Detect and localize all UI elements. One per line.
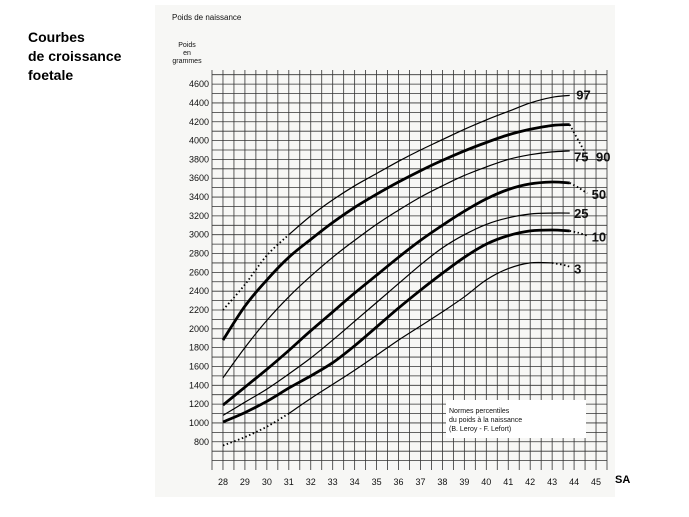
x-tick-label: 36 xyxy=(393,477,404,487)
y-tick-label: 1000 xyxy=(188,417,209,428)
x-tick-label: 44 xyxy=(569,477,580,487)
slide-title-line-1: Courbes xyxy=(28,29,85,45)
y-tick-label: 4000 xyxy=(188,135,209,146)
y-tick-label: 2000 xyxy=(188,323,209,334)
legend-line-2: du poids à la naissance xyxy=(449,417,523,424)
y-tick-label: 1600 xyxy=(188,361,209,372)
y-tick-label: 1800 xyxy=(188,342,209,353)
x-tick-label: 28 xyxy=(217,477,228,487)
x-tick-label: 38 xyxy=(437,477,448,487)
slide-title-line-2: de croissance xyxy=(28,48,122,64)
x-tick-label: 35 xyxy=(371,477,382,487)
y-tick-label: 3400 xyxy=(188,192,209,203)
x-tick-label: 39 xyxy=(459,477,470,487)
y-tick-label: 2800 xyxy=(188,248,209,259)
y-tick-label: 4400 xyxy=(188,97,209,108)
y-tick-label: 4600 xyxy=(188,79,209,90)
x-tick-label: 41 xyxy=(503,477,514,487)
y-tick-label: 2600 xyxy=(188,267,209,278)
y-tick-label: 800 xyxy=(193,436,209,447)
x-tick-label: 42 xyxy=(525,477,536,487)
percentile-50-label: 50 xyxy=(591,187,607,203)
y-tick-label: 3800 xyxy=(188,154,209,165)
y-tick-label: 2200 xyxy=(188,305,209,315)
percentile-75-label: 75 xyxy=(574,149,589,165)
y-tick-label: 1200 xyxy=(188,399,209,410)
y-tick-label: 3600 xyxy=(188,173,209,184)
x-tick-label: 32 xyxy=(305,477,316,487)
x-tick-label: 40 xyxy=(481,477,492,487)
ylabel-line-2: en xyxy=(183,50,191,57)
x-tick-label: 30 xyxy=(261,477,272,487)
x-tick-label: 33 xyxy=(327,477,338,487)
percentile-3-label: 3 xyxy=(574,261,582,277)
y-tick-label: 1400 xyxy=(188,380,209,391)
percentile-25-label: 25 xyxy=(574,206,589,222)
legend-line-1: Normes percentiles xyxy=(449,408,510,415)
percentile-90-label: 90 xyxy=(596,149,611,165)
slide-title-line-3: foetale xyxy=(28,67,74,83)
chart-title: Poids de naissance xyxy=(172,13,242,22)
percentile-10-label: 10 xyxy=(591,229,607,245)
y-tick-label: 4200 xyxy=(188,116,209,127)
x-unit-label: SA xyxy=(615,474,631,486)
x-tick-label: 29 xyxy=(239,477,250,487)
x-tick-label: 31 xyxy=(283,477,294,487)
y-tick-label: 2400 xyxy=(188,286,209,297)
percentile-97-label: 97 xyxy=(576,87,591,103)
legend-line-3: (B. Leroy - F. Lefort) xyxy=(449,426,512,433)
x-tick-label: 45 xyxy=(591,477,602,487)
y-tick-label: 3000 xyxy=(188,229,209,240)
ylabel-line-3: grammes xyxy=(172,58,202,65)
x-tick-label: 37 xyxy=(415,477,426,487)
x-tick-label: 34 xyxy=(349,477,360,487)
x-tick-label: 43 xyxy=(547,477,558,487)
y-tick-label: 3200 xyxy=(188,210,209,221)
ylabel-line-1: Poids xyxy=(178,42,196,49)
